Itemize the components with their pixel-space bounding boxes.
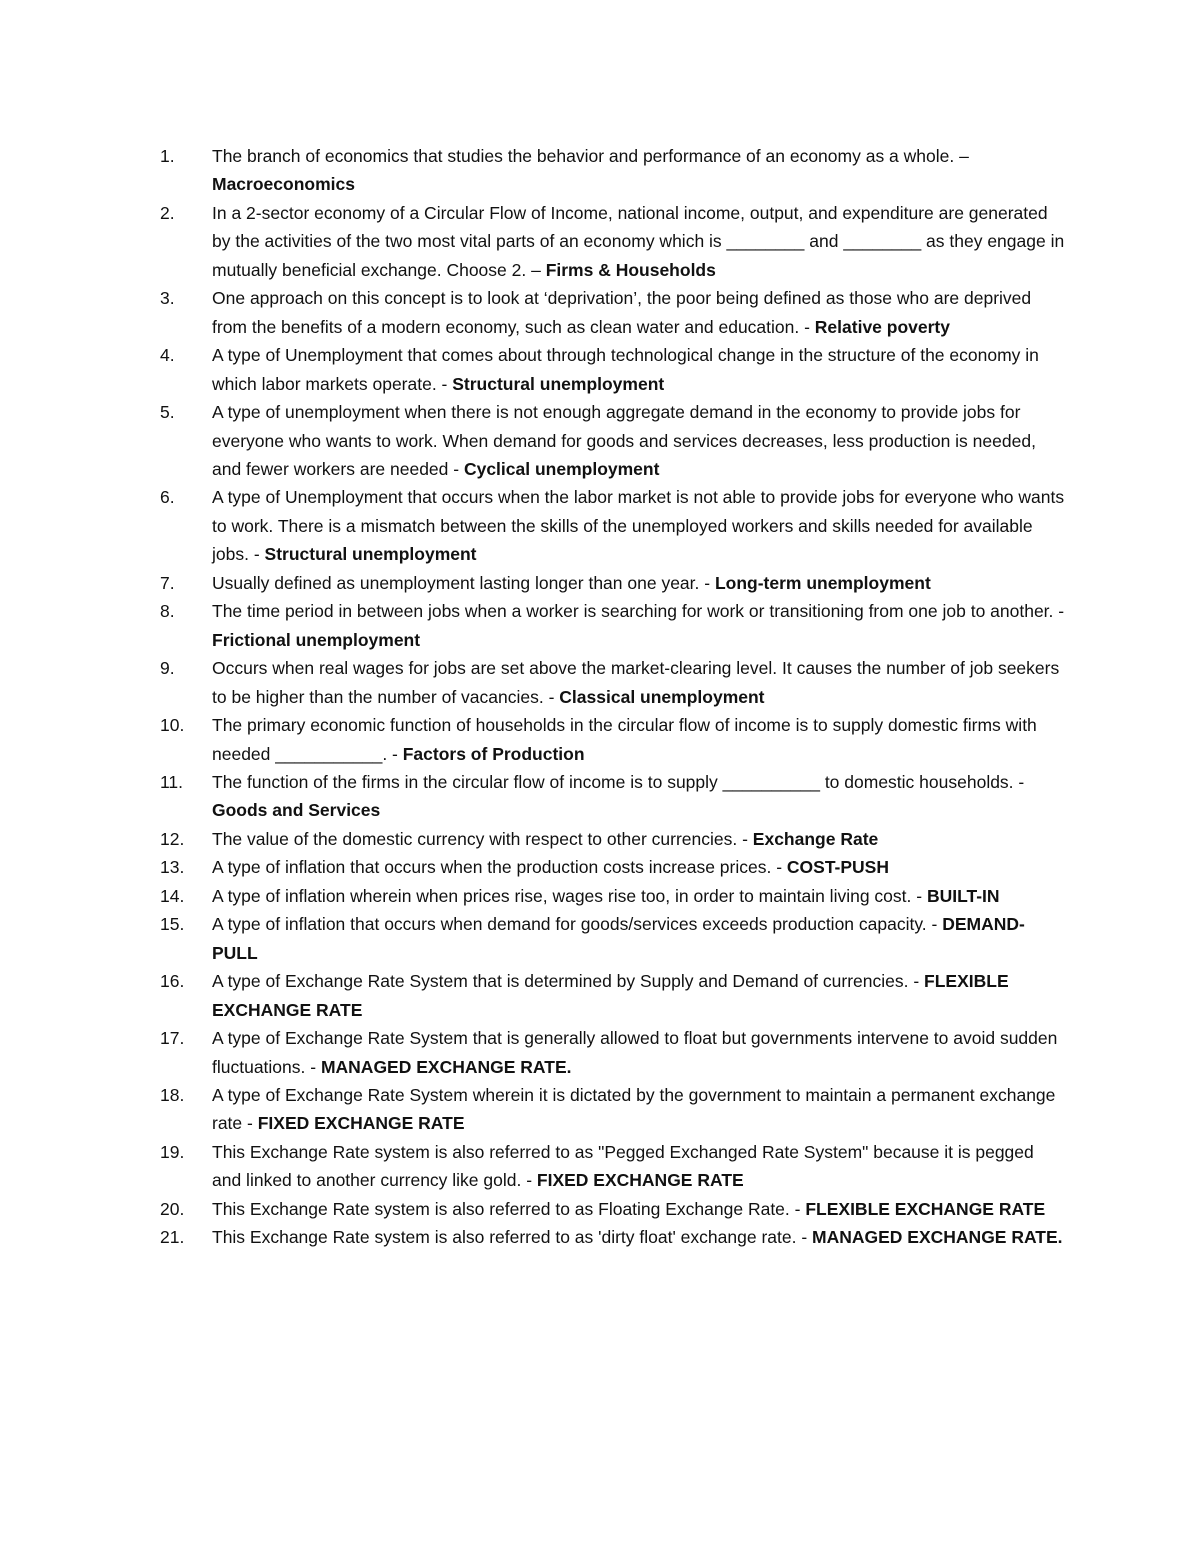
item-answer: Goods and Services [212,800,381,821]
item-number: 1. [160,146,175,166]
list-item [160,1024,1065,1081]
item-number: 17. [160,1028,185,1049]
item-number: 14. [160,885,185,906]
item-number: 19. [160,1141,185,1162]
item-number: 8. [160,601,175,622]
item-question: A type of inflation that occurs when demand for goods/services exceeds production capacity. - [212,914,943,935]
question-list [160,142,1065,1252]
item-answer: Exchange Rate [752,828,879,849]
item-number: 16. [160,971,185,992]
list-item [160,853,1065,881]
item-number: 5. [160,402,175,423]
item-number: 7. [160,572,175,593]
list-item [160,910,1065,967]
item-question: The time period in between jobs when a worker is searching for work or transitioning from one job to another. - [212,601,1065,622]
item-number: 18. [160,1084,185,1105]
item-number: 21. [160,1227,185,1248]
item-question: A type of Unemployment that comes about through technological change in the structure of the economy in which labor markets operate. - [212,345,1039,394]
list-item [160,199,1065,284]
item-number: 9. [160,658,175,679]
list-item [160,483,1065,568]
list-item [160,1223,1065,1251]
item-answer: MANAGED EXCHANGE RATE. [812,1227,1063,1248]
item-answer: FIXED EXCHANGE RATE [536,1170,744,1191]
item-answer: Relative poverty [814,316,950,337]
item-question: The primary economic function of households in the circular flow of income is to supply domestic firms with needed ___________. - [212,715,1037,764]
item-answer: Frictional unemployment [212,629,421,650]
item-number: 13. [160,857,185,878]
list-item [160,825,1065,853]
list-item [160,768,1065,825]
item-question: The function of the firms in the circular flow of income is to supply __________ to domestic households. - [212,771,1025,792]
item-question: This Exchange Rate system is also referred to as 'dirty float' exchange rate. - [212,1227,813,1248]
item-question: Usually defined as unemployment lasting longer than one year. - [212,572,715,593]
item-number: 11. [160,771,184,792]
item-answer: FLEXIBLE EXCHANGE RATE [805,1198,1046,1219]
item-number: 10. [160,715,185,736]
item-answer: FLEXIBLE EXCHANGE RATE [212,971,1009,1020]
item-answer: DEMAND-PULL [212,914,1025,963]
list-item [160,142,1065,199]
list-item [160,284,1065,341]
item-question: A type of Exchange Rate System that is determined by Supply and Demand of currencies. - [212,971,925,992]
item-answer: Macroeconomics [212,174,355,195]
item-answer: Long-term unemployment [714,572,931,593]
list-item [160,569,1065,597]
list-item [160,654,1065,711]
list-item [160,597,1065,654]
item-number: 6. [160,487,175,508]
item-answer: BUILT-IN [926,885,1000,906]
item-question: In a 2-sector economy of a Circular Flow of Income, national income, output, and expenditure are generated by the activities of the two most vital parts of an economy which is ________ and ________ as they engage in mutually beneficial exchange. Choose 2. – [212,202,1065,280]
item-question: This Exchange Rate system is also referred to as Floating Exchange Rate. - [212,1198,806,1219]
item-answer: Firms & Households [545,259,716,280]
item-number: 3. [160,288,175,309]
list-item [160,1081,1065,1138]
item-question: A type of Exchange Rate System that is generally allowed to float but governments intervene to avoid sudden fluctuations. - [212,1028,1058,1077]
item-number: 4. [160,345,175,366]
list-item [160,967,1065,1024]
item-answer: FIXED EXCHANGE RATE [257,1113,465,1134]
item-question: Occurs when real wages for jobs are set above the market-clearing level. It causes the number of job seekers to be higher than the number of vacancies. - [212,658,1060,707]
item-question: A type of unemployment when there is not enough aggregate demand in the economy to provide jobs for everyone who wants to work. When demand for goods and services decreases, less production is needed, and fewer workers are needed - [212,402,1036,479]
item-question: One approach on this concept is to look at ‘deprivation’, the poor being defined as those who are deprived from the benefits of a modern economy, such as clean water and education. - [212,288,1032,337]
item-question: The branch of economics that studies the behavior and performance of an economy as a whole. – [212,146,969,166]
list-item [160,398,1065,483]
list-item [160,1195,1065,1223]
item-question: A type of inflation that occurs when the production costs increase prices. - [212,857,787,878]
list-item [160,1138,1065,1195]
item-question: This Exchange Rate system is also referred to as "Pegged Exchanged Rate System" because it is pegged and linked to another currency like gold. - [212,1141,1034,1191]
item-number: 15. [160,914,185,935]
item-answer: Structural unemployment [452,373,665,394]
item-question: A type of inflation wherein when prices rise, wages rise too, in order to maintain living cost. - [212,885,927,906]
item-question: A type of Unemployment that occurs when the labor market is not able to provide jobs for everyone who wants to work. There is a mismatch between the skills of the unemployed workers and skills needed for available jobs. - [212,487,1065,565]
item-number: 12. [160,828,185,849]
list-item [160,341,1065,398]
item-question: A type of Exchange Rate System wherein it is dictated by the government to maintain a permanent exchange rate - [212,1084,1056,1134]
item-answer: Factors of Production [402,743,585,764]
item-number: 20. [160,1198,185,1219]
item-answer: Cyclical unemployment [463,458,660,479]
item-answer: Structural unemployment [264,544,477,565]
list-item [160,711,1065,768]
list-item [160,882,1065,910]
item-answer: MANAGED EXCHANGE RATE. [320,1056,572,1077]
item-answer: COST-PUSH [786,857,889,878]
item-question: The value of the domestic currency with respect to other currencies. - [212,828,753,849]
item-number: 2. [160,202,175,223]
item-answer: Classical unemployment [559,686,765,707]
